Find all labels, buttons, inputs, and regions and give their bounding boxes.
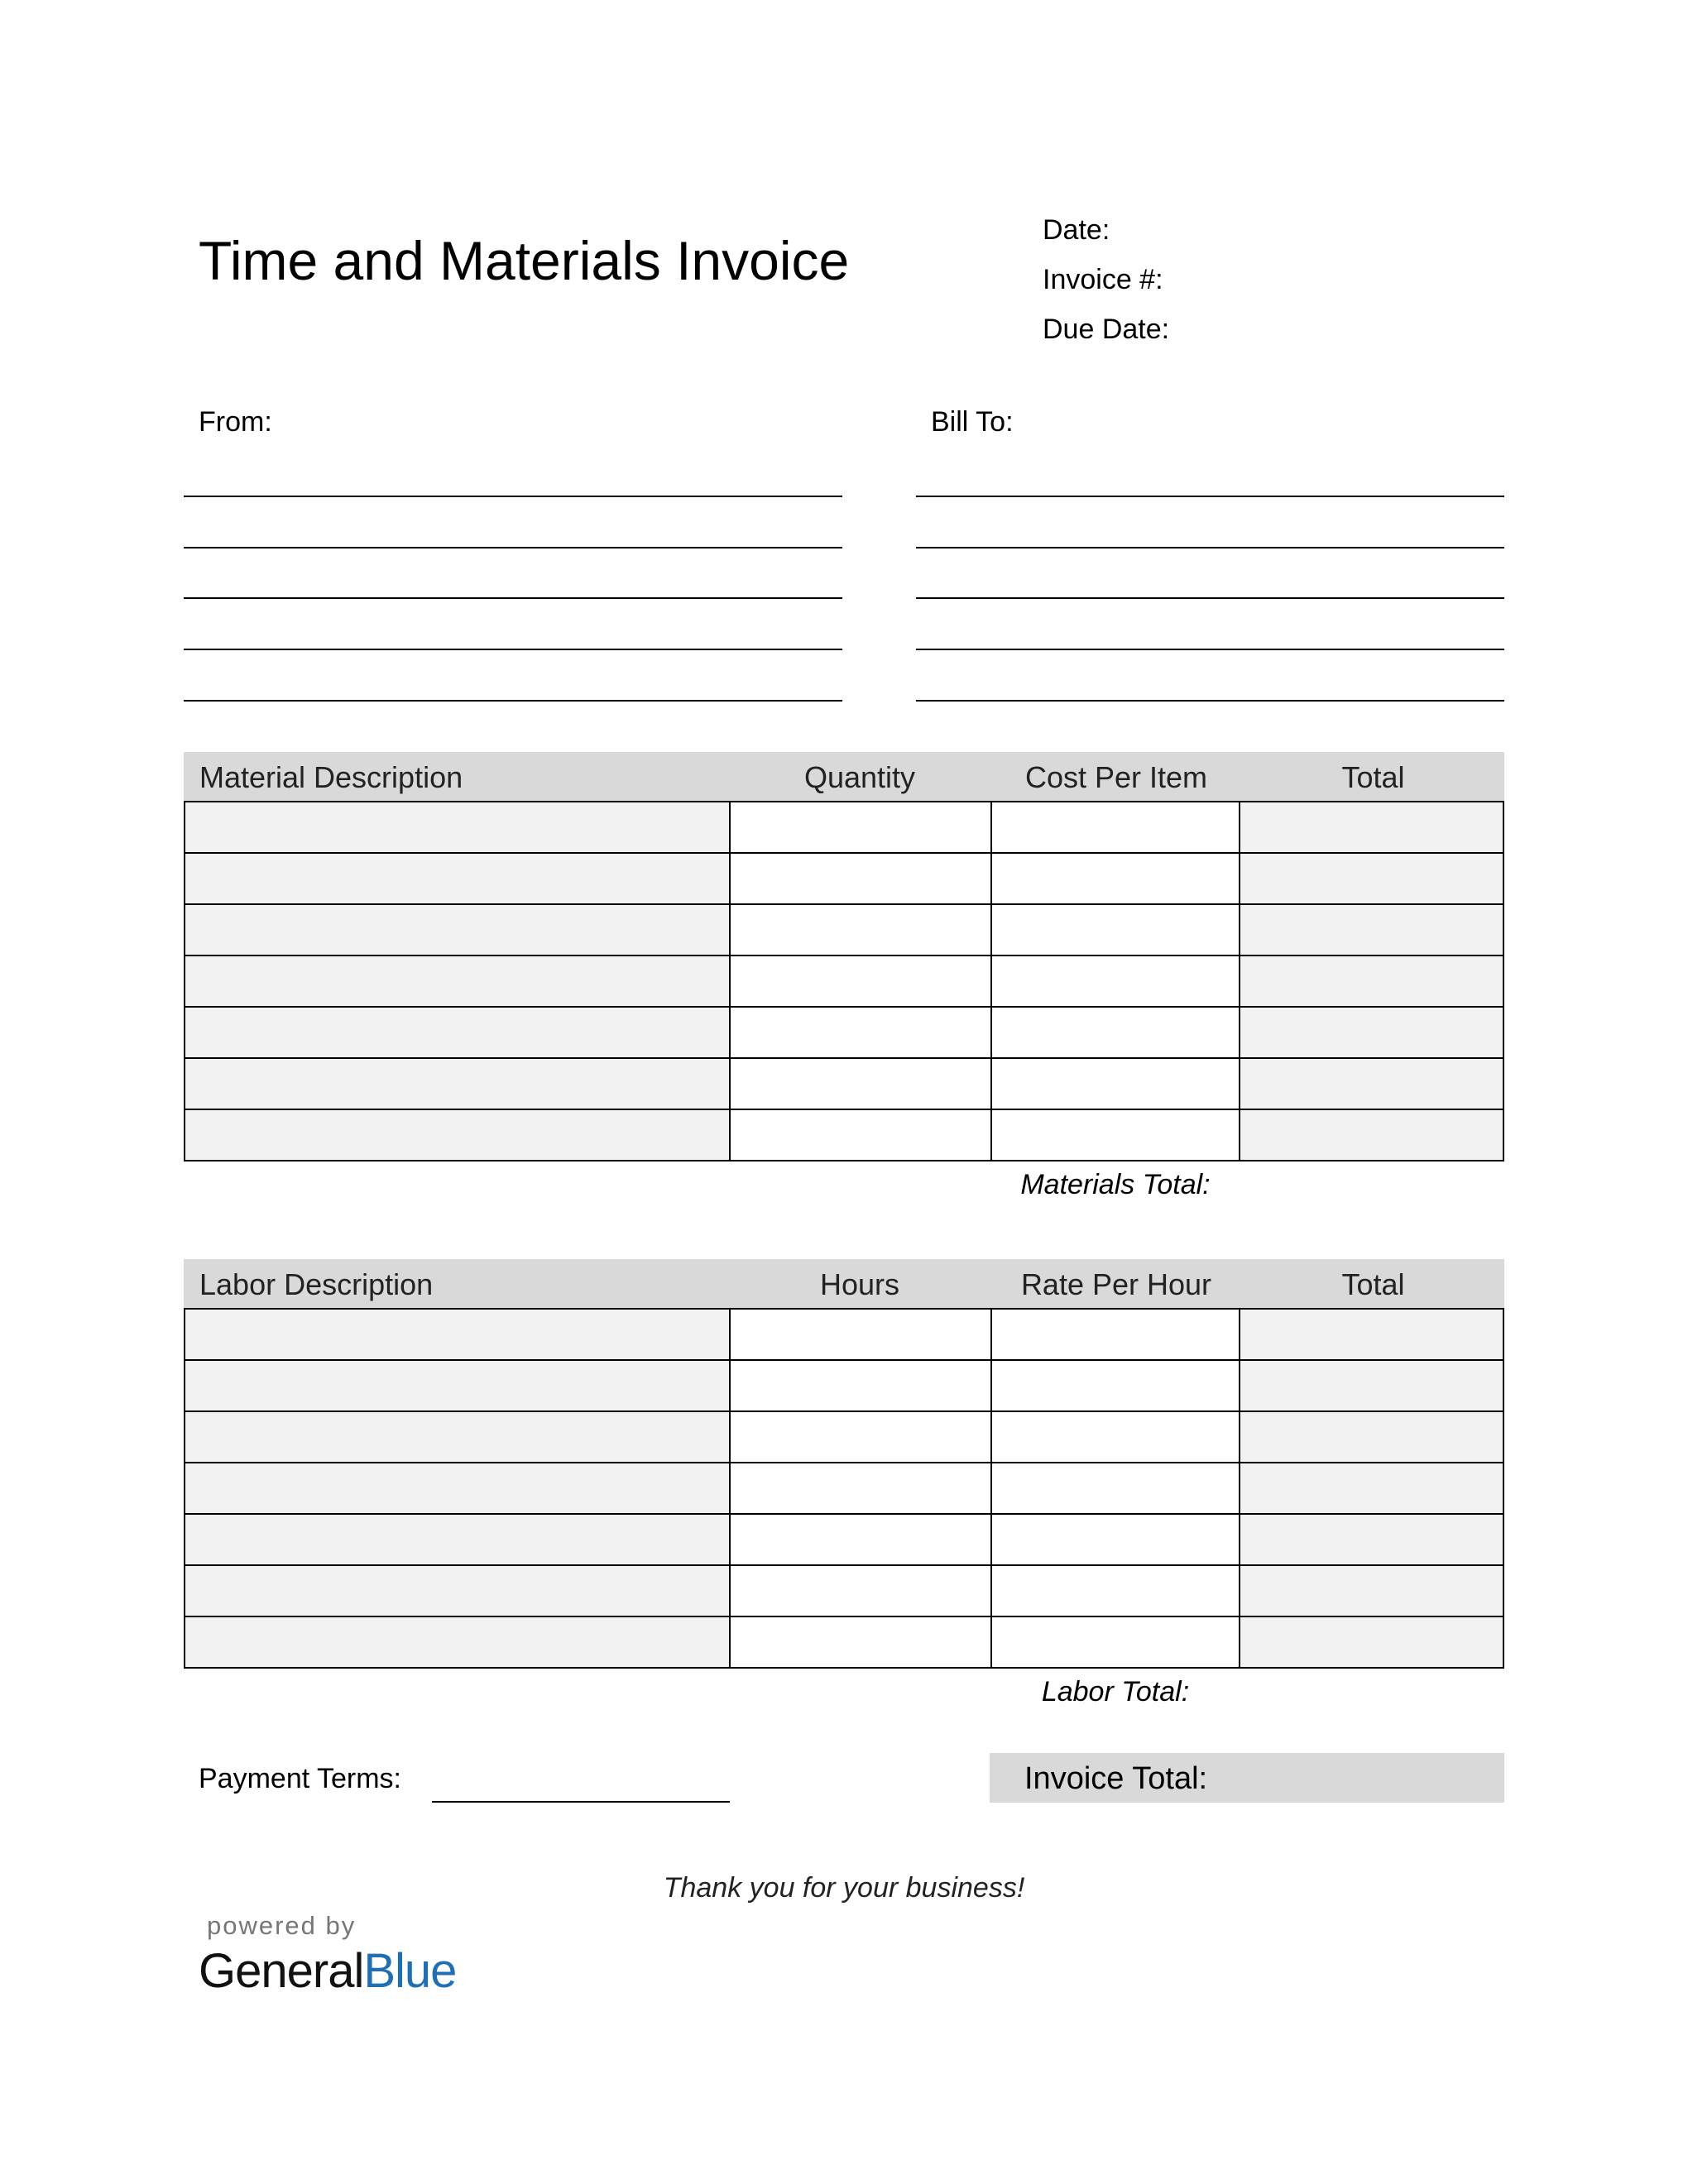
material-description-cell[interactable] (185, 956, 731, 1006)
table-row (185, 1515, 1503, 1566)
labor-description-cell[interactable] (185, 1310, 731, 1359)
total-cell[interactable] (1240, 1617, 1503, 1667)
total-cell[interactable] (1240, 1515, 1503, 1564)
material-description-cell[interactable] (185, 1110, 731, 1160)
hours-cell[interactable] (731, 1566, 992, 1616)
bill-to-address-line[interactable] (916, 496, 1504, 497)
bill-to-label: Bill To: (931, 406, 1014, 438)
generalblue-logo (199, 1942, 456, 2000)
cost-per-item-cell[interactable] (992, 1008, 1240, 1057)
header-cost-per-item: Cost Per Item (1024, 760, 1208, 794)
table-row (185, 1412, 1503, 1463)
from-address-line[interactable] (184, 547, 842, 548)
hours-cell[interactable] (731, 1361, 992, 1410)
thank-you-message: Thank you for your business! (663, 1872, 1025, 1904)
header-material-description: Material Description (199, 760, 463, 794)
table-row (185, 905, 1503, 956)
materials-table-body (184, 801, 1504, 1161)
table-row (185, 802, 1503, 854)
hours-cell[interactable] (731, 1412, 992, 1462)
rate-per-hour-cell[interactable] (992, 1310, 1240, 1359)
total-cell[interactable] (1240, 854, 1503, 903)
table-row (185, 1463, 1503, 1515)
labor-table (184, 1259, 1504, 1669)
quantity-cell[interactable] (731, 956, 992, 1006)
rate-per-hour-cell[interactable] (992, 1361, 1240, 1410)
total-cell[interactable] (1240, 1310, 1503, 1359)
cost-per-item-cell[interactable] (992, 1059, 1240, 1109)
cost-per-item-cell[interactable] (992, 956, 1240, 1006)
invoice-number-label: Invoice #: (1043, 264, 1163, 295)
cost-per-item-cell[interactable] (992, 802, 1240, 852)
materials-table (184, 752, 1504, 1161)
brand-name-part2: Blue (363, 1944, 457, 1998)
header-rate-per-hour: Rate Per Hour (1020, 1267, 1212, 1301)
invoice-total-label: Invoice Total: (1024, 1761, 1208, 1796)
from-address-line[interactable] (184, 700, 842, 702)
labor-total-label: Labor Total: (1041, 1676, 1190, 1707)
material-description-cell[interactable] (185, 854, 731, 903)
total-cell[interactable] (1240, 1110, 1503, 1160)
labor-description-cell[interactable] (185, 1463, 731, 1513)
material-description-cell[interactable] (185, 1008, 731, 1057)
rate-per-hour-cell[interactable] (992, 1515, 1240, 1564)
total-cell[interactable] (1240, 1566, 1503, 1616)
due-date-label: Due Date: (1043, 314, 1170, 345)
bill-to-address-line[interactable] (916, 649, 1504, 650)
date-label: Date: (1043, 214, 1110, 246)
material-description-cell[interactable] (185, 802, 731, 852)
labor-description-cell[interactable] (185, 1566, 731, 1616)
hours-cell[interactable] (731, 1617, 992, 1667)
cost-per-item-cell[interactable] (992, 1110, 1240, 1160)
bill-to-address-line[interactable] (916, 700, 1504, 702)
material-description-cell[interactable] (185, 905, 731, 955)
hours-cell[interactable] (731, 1310, 992, 1359)
bill-to-address-line[interactable] (916, 597, 1504, 599)
total-cell[interactable] (1240, 1463, 1503, 1513)
labor-description-cell[interactable] (185, 1617, 731, 1667)
labor-description-cell[interactable] (185, 1515, 731, 1564)
total-cell[interactable] (1240, 1412, 1503, 1462)
header-total: Total (1341, 760, 1405, 794)
table-row (185, 854, 1503, 905)
brand-name-part1: General (199, 1944, 364, 1998)
quantity-cell[interactable] (731, 1110, 992, 1160)
table-row (185, 1310, 1503, 1361)
quantity-cell[interactable] (731, 905, 992, 955)
quantity-cell[interactable] (731, 854, 992, 903)
table-row (185, 1059, 1503, 1110)
rate-per-hour-cell[interactable] (992, 1617, 1240, 1667)
quantity-cell[interactable] (731, 1059, 992, 1109)
hours-cell[interactable] (731, 1515, 992, 1564)
total-cell[interactable] (1240, 1361, 1503, 1410)
from-label: From: (199, 406, 272, 438)
header-hours: Hours (819, 1267, 900, 1301)
total-cell[interactable] (1240, 1059, 1503, 1109)
invoice-title: Time and Materials Invoice (199, 230, 850, 291)
total-cell[interactable] (1240, 956, 1503, 1006)
bill-to-address-line[interactable] (916, 547, 1504, 548)
header-total: Total (1341, 1267, 1405, 1301)
rate-per-hour-cell[interactable] (992, 1412, 1240, 1462)
payment-terms-field[interactable] (432, 1801, 730, 1803)
from-address-line[interactable] (184, 496, 842, 497)
labor-table-header (184, 1259, 1504, 1308)
table-row (185, 1008, 1503, 1059)
table-row (185, 1617, 1503, 1667)
from-address-line[interactable] (184, 649, 842, 650)
table-row (185, 1110, 1503, 1160)
materials-table-header (184, 752, 1504, 801)
materials-total-label: Materials Total: (1020, 1169, 1211, 1200)
header-labor-description: Labor Description (199, 1267, 434, 1301)
header-quantity: Quantity (803, 760, 916, 794)
table-row (185, 956, 1503, 1008)
table-row (185, 1566, 1503, 1617)
total-cell[interactable] (1240, 802, 1503, 852)
hours-cell[interactable] (731, 1463, 992, 1513)
payment-terms-label: Payment Terms: (199, 1763, 402, 1794)
labor-description-cell[interactable] (185, 1412, 731, 1462)
powered-by-text: powered by (207, 1911, 357, 1940)
cost-per-item-cell[interactable] (992, 854, 1240, 903)
total-cell[interactable] (1240, 905, 1503, 955)
labor-table-body (184, 1308, 1504, 1669)
material-description-cell[interactable] (185, 1059, 731, 1109)
from-address-line[interactable] (184, 597, 842, 599)
rate-per-hour-cell[interactable] (992, 1463, 1240, 1513)
labor-description-cell[interactable] (185, 1361, 731, 1410)
quantity-cell[interactable] (731, 1008, 992, 1057)
invoice-total-box[interactable] (990, 1753, 1504, 1803)
cost-per-item-cell[interactable] (992, 905, 1240, 955)
rate-per-hour-cell[interactable] (992, 1566, 1240, 1616)
quantity-cell[interactable] (731, 802, 992, 852)
total-cell[interactable] (1240, 1008, 1503, 1057)
table-row (185, 1361, 1503, 1412)
